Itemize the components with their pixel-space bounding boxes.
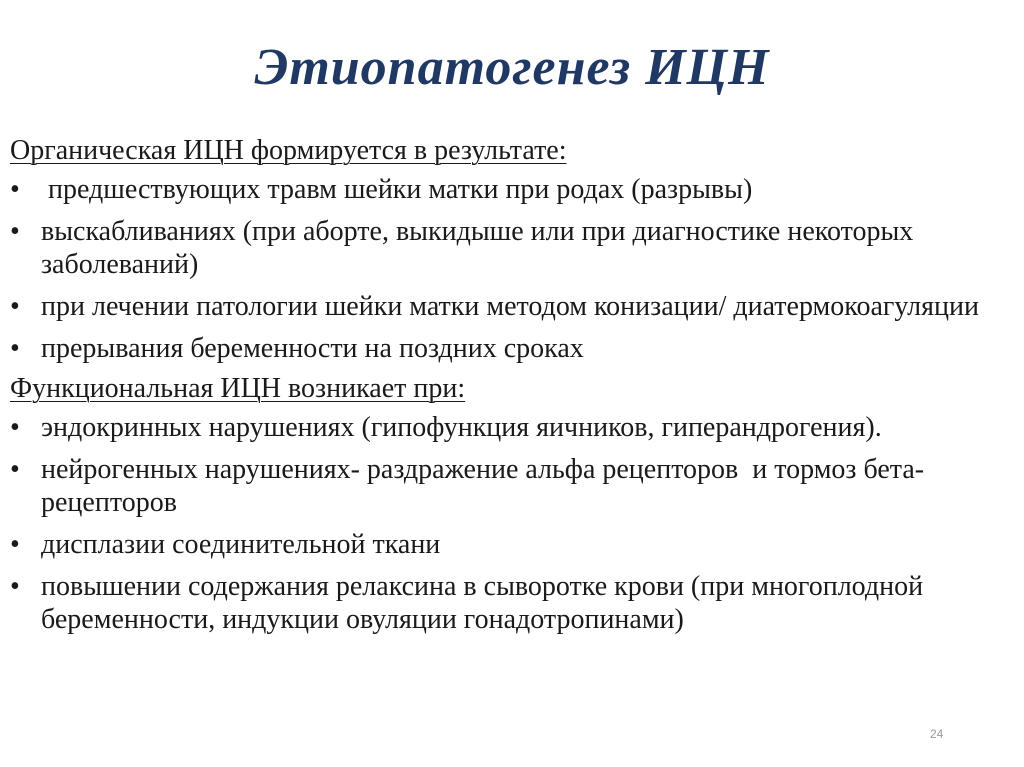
list-item: [10, 332, 1010, 365]
bullet-icon: •: [10, 454, 20, 485]
bullet-icon: •: [10, 571, 20, 602]
list-item-text: повышении содержания релаксина в сыворотке крови (при многоплодной беременности, индукции овуляции гонадотропинами): [41, 571, 924, 635]
bullet-list-functional: [10, 411, 1010, 636]
slide-content: [10, 134, 1010, 645]
bullet-icon: •: [10, 216, 20, 247]
list-item-text: дисплазии соединительной ткани: [41, 529, 441, 560]
list-item: [10, 570, 1010, 636]
bullet-icon: •: [10, 529, 20, 560]
list-item-text: выскабливаниях (при аборте, выкидыше или при диагностике некоторых заболеваний): [41, 216, 914, 280]
bullet-icon: •: [10, 291, 20, 322]
list-item-text: нейрогенных нарушениях- раздражение альфа рецепторов и тормоз бета-рецепторов: [41, 454, 925, 518]
list-item: [10, 290, 1010, 323]
page-number: 24: [930, 727, 944, 741]
list-item-text: предшествующих травм шейки матки при родах (разрывы): [41, 174, 753, 205]
list-item: [10, 173, 1010, 206]
bullet-icon: •: [10, 412, 20, 443]
list-item-text: при лечении патологии шейки матки методом конизации/ диатермокоагуляции: [41, 291, 979, 322]
bullet-list-organic: [10, 173, 1010, 365]
section-heading-organic: Органическая ИЦН формируется в результате:: [10, 135, 567, 166]
list-item-text: прерывания беременности на поздних сроках: [41, 333, 584, 364]
list-item: [10, 453, 1010, 519]
bullet-icon: •: [10, 333, 20, 364]
bullet-icon: •: [10, 174, 20, 205]
section-heading-functional: Функциональная ИЦН возникает при:: [10, 373, 466, 404]
slide-title: Этиопатогенез ИЦН: [254, 39, 770, 96]
list-item-text: эндокринных нарушениях (гипофункция яичников, гиперандрогения).: [41, 412, 882, 443]
list-item: [10, 411, 1010, 444]
list-item: [10, 528, 1010, 561]
list-item: [10, 215, 1010, 281]
